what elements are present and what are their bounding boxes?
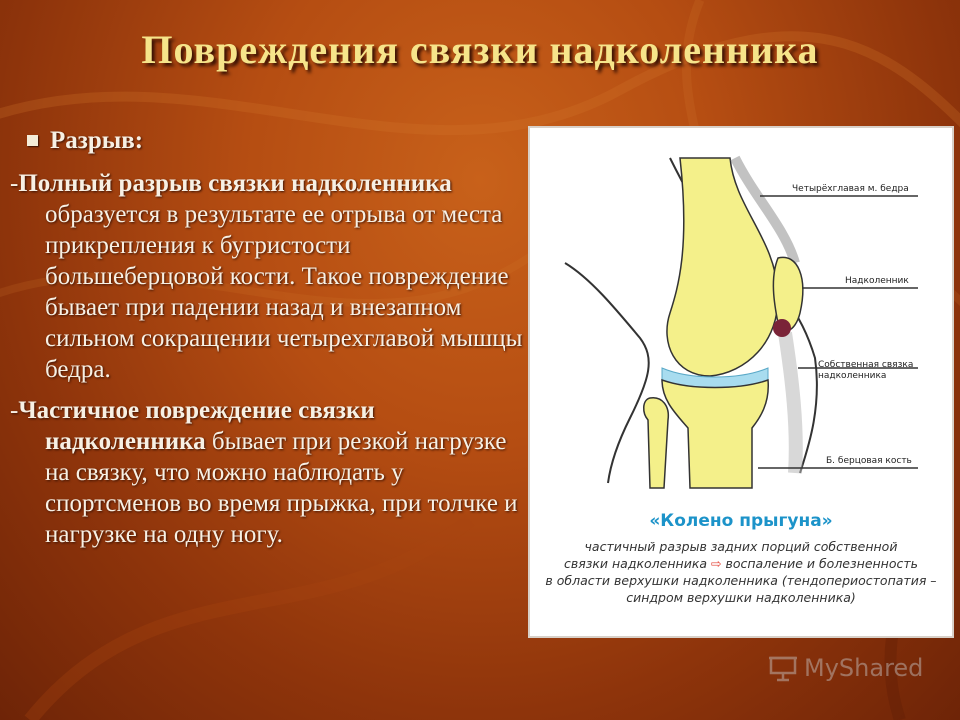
dash: -	[10, 170, 19, 197]
caption-fragment: связки надколенника	[563, 556, 708, 571]
caption-text	[540, 538, 942, 606]
watermark	[768, 654, 923, 682]
paragraph-body: бывает при резкой нагрузке на связку, что можно наблюдать у спортсменов во время прыжка, при толчке и нагрузке на одну ногу.	[45, 428, 518, 548]
arrow-right-icon: ⇨	[711, 556, 722, 571]
paragraph-body: образуется в результате ее отрыва от места прикрепления к бугристости большеберцовой кости. Такое повреждение бывает при падении назад и внезапном сильном сокращении четырехглавой мышцы бедра.	[45, 201, 523, 383]
label-patella: Надколенник	[845, 276, 909, 286]
label-ligament-line2: надколенника	[818, 371, 887, 381]
paragraph-bold-term: Полный разрыв связки надколенника	[18, 170, 452, 197]
injury-spot	[773, 319, 791, 337]
label-tibia: Б. берцовая кость	[826, 456, 912, 466]
knee-illustration-panel	[528, 126, 954, 638]
femur-bone	[667, 158, 778, 376]
caption-title: «Колено прыгуна»	[649, 511, 833, 531]
paragraph-partial-injury	[10, 395, 530, 550]
patellar-ligament	[785, 333, 796, 473]
caption-line: синдром верхушки надколенника)	[626, 590, 856, 605]
label-ligament-line1: Собственная связка	[818, 360, 914, 370]
slide-text	[10, 125, 530, 560]
dash: -	[10, 397, 19, 424]
caption-line: частичный разрыв задних порций собственной	[584, 539, 898, 554]
paragraph-bold-term: Частичное повреждение связки надколенника	[18, 397, 375, 455]
bullet-item	[27, 125, 530, 156]
square-bullet-icon	[27, 135, 38, 146]
bullet-label: Разрыв:	[50, 127, 144, 154]
paragraph-full-rupture	[10, 168, 530, 385]
label-ligament	[818, 360, 913, 382]
presentation-board-icon	[768, 654, 798, 682]
patella-bone	[773, 257, 802, 330]
caption-line: в области верхушки надколенника (тендопериостопатия –	[545, 573, 937, 588]
watermark-text: MyShared	[804, 654, 924, 682]
caption-line	[540, 555, 942, 572]
slide-title: Повреждения связки надколенника	[141, 27, 819, 72]
tibia-bone	[662, 380, 768, 488]
label-quadriceps: Четырёхглавая м. бедра	[792, 184, 909, 194]
caption-fragment: воспаление и болезненность	[725, 556, 919, 571]
fibula-bone	[644, 398, 669, 488]
